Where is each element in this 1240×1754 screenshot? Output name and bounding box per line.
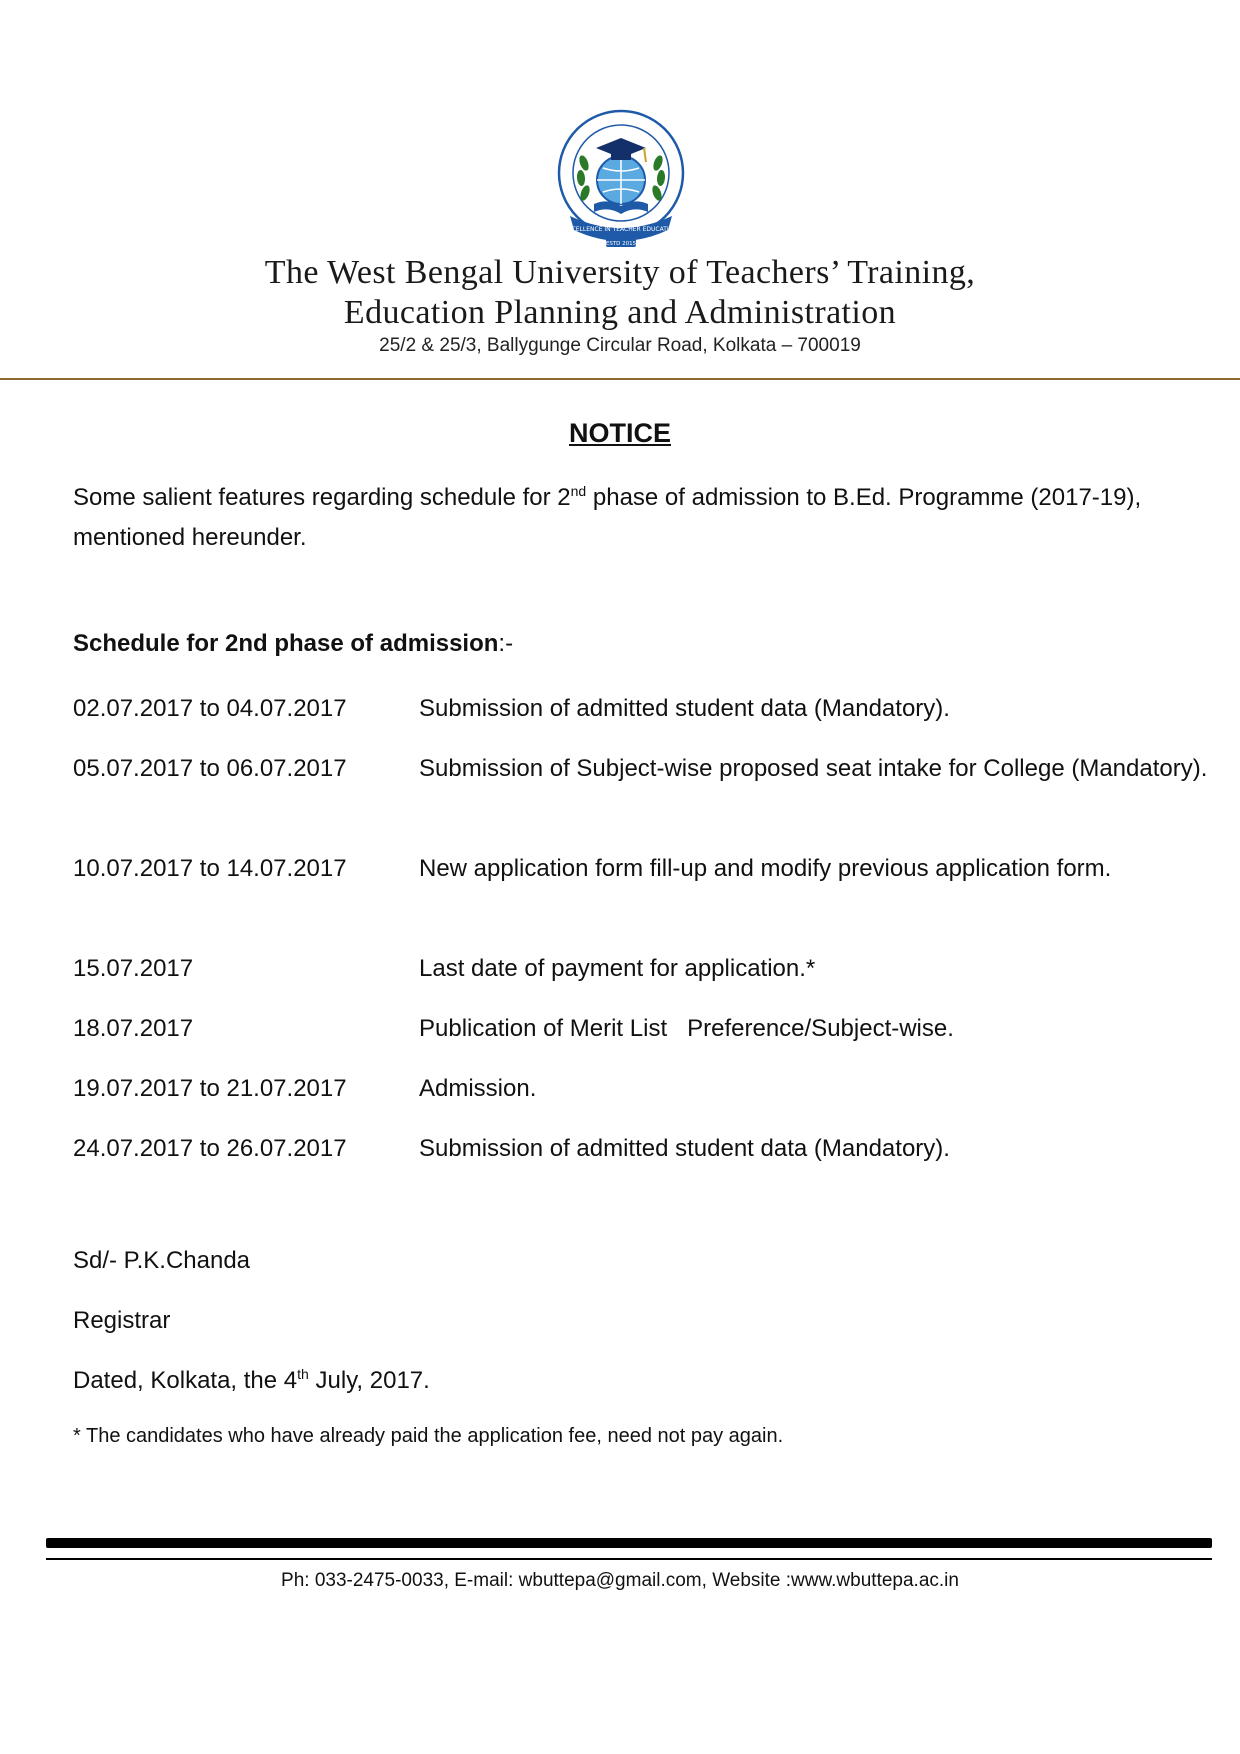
university-name-line2: Education Planning and Administration bbox=[343, 294, 897, 331]
schedule-date: 24.07.2017 to 26.07.2017 bbox=[73, 1135, 347, 1162]
signature-name: Sd/- P.K.Chanda bbox=[73, 1247, 251, 1274]
notice-intro bbox=[73, 478, 1173, 558]
seal-estd-text: ESTD 2015 bbox=[605, 241, 637, 247]
seal-motto-text: EXCELLENCE IN TEACHER EDUCATION bbox=[564, 226, 678, 233]
university-address: 25/2 & 25/3, Ballygunge Circular Road, Kolkata – 700019 bbox=[379, 335, 861, 356]
schedule-date: 19.07.2017 to 21.07.2017 bbox=[73, 1075, 347, 1102]
schedule-description: Submission of admitted student data (Mandatory). bbox=[419, 695, 950, 722]
signature-designation: Registrar bbox=[73, 1307, 171, 1334]
schedule-description: Submission of Subject-wise proposed seat intake for College (Mandatory). bbox=[419, 755, 1208, 782]
schedule-date: 10.07.2017 to 14.07.2017 bbox=[73, 855, 347, 882]
date-text-part2: July, 2017. bbox=[308, 1367, 430, 1394]
date-text-part1: Dated, Kolkata, the 4 bbox=[73, 1367, 298, 1394]
footnote: * The candidates who have already paid the application fee, need not pay again. bbox=[73, 1425, 784, 1447]
signature-date bbox=[73, 1367, 430, 1395]
date-superscript: th bbox=[297, 1366, 309, 1382]
schedule-description: Submission of admitted student data (Mandatory). bbox=[419, 1135, 950, 1162]
schedule-heading bbox=[73, 630, 513, 658]
schedule-heading-text: Schedule for 2nd phase of admission bbox=[73, 630, 499, 657]
schedule-date: 05.07.2017 to 06.07.2017 bbox=[73, 755, 347, 782]
schedule-description: New application form fill-up and modify previous application form. bbox=[419, 855, 1112, 882]
header-divider bbox=[0, 378, 1240, 380]
footer-contact: Ph: 033-2475-0033, E-mail: wbuttepa@gmail.com, Website :www.wbuttepa.ac.in bbox=[281, 1570, 959, 1591]
schedule-heading-suffix: :- bbox=[498, 630, 514, 657]
footer-divider-thick bbox=[46, 1538, 1212, 1548]
footer-divider-thin bbox=[46, 1558, 1212, 1560]
intro-superscript: nd bbox=[570, 483, 587, 499]
notice-title: NOTICE bbox=[568, 418, 671, 448]
intro-text-part2: phase of admission to B.Ed. Programme (2017-19), mentioned hereunder. bbox=[73, 484, 1142, 551]
schedule-description: Publication of Merit List Preference/Subject-wise. bbox=[419, 1015, 954, 1042]
university-seal-icon bbox=[556, 108, 686, 258]
schedule-description: Last date of payment for application.* bbox=[419, 955, 816, 982]
intro-text-part1: Some salient features regarding schedule for 2 bbox=[73, 484, 571, 511]
schedule-date: 18.07.2017 bbox=[73, 1015, 194, 1042]
schedule-description: Admission. bbox=[419, 1075, 537, 1102]
university-name-line1: The West Bengal University of Teachers’ Training, bbox=[264, 254, 976, 291]
schedule-date: 15.07.2017 bbox=[73, 955, 194, 982]
schedule-date: 02.07.2017 to 04.07.2017 bbox=[73, 695, 347, 722]
